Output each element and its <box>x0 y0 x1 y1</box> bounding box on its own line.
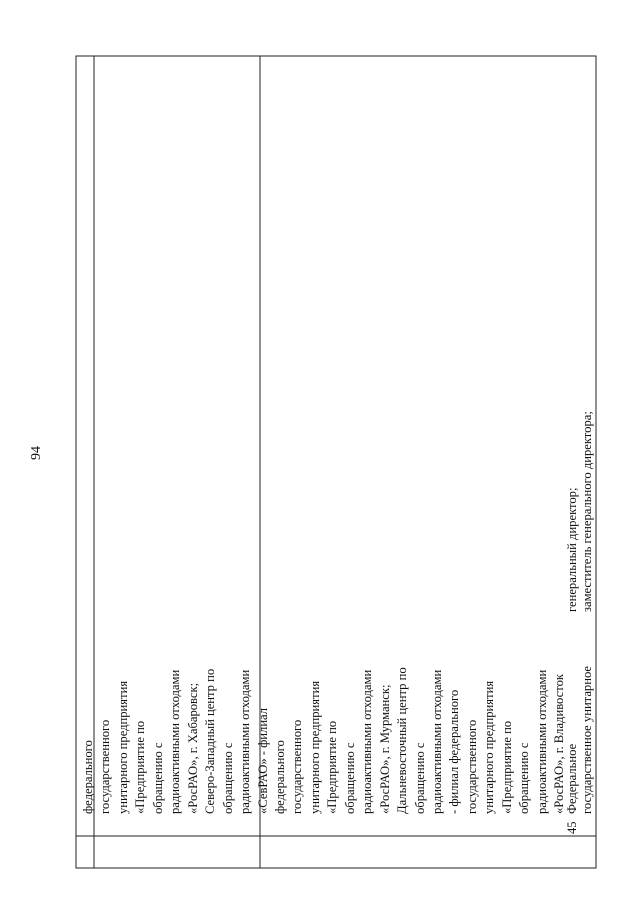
org-line: государственного <box>464 719 479 814</box>
org-line: Северо-Западный центр по <box>203 668 218 814</box>
org-line: Федеральное <box>565 743 579 814</box>
org-line: - филиал федерального <box>447 689 462 814</box>
table-border-top <box>76 56 77 869</box>
table-border-bottom <box>596 56 597 869</box>
org-line: государственного <box>98 719 113 814</box>
org-line: унитарного предприятия <box>307 680 322 814</box>
table-row-divider <box>76 836 597 837</box>
org-line: унитарного предприятия <box>482 680 497 814</box>
org-line: радиоактивными отходами <box>360 669 375 814</box>
org-line: «Предприятие по <box>499 720 514 814</box>
table-border-right <box>76 56 597 57</box>
org-line: федерального <box>272 740 287 814</box>
org-line: радиоактивными отходами <box>238 669 253 814</box>
org-line: «РосРАО», г. Мурманск; <box>377 684 392 814</box>
org-line: «СевРАО» - филиал <box>255 707 270 814</box>
org-line: «Предприятие по <box>325 720 340 814</box>
org-line: «РосРАО», г. Хабаровск; <box>185 682 200 814</box>
row-number: 45 <box>565 821 579 834</box>
org-line: обращению с <box>517 742 532 814</box>
org-line: обращению с <box>150 742 165 814</box>
org-line: радиоактивными отходами <box>430 669 444 814</box>
org-line: государственного <box>290 719 305 814</box>
org-line: унитарного предприятия <box>115 680 130 814</box>
page-number: 94 <box>29 446 44 460</box>
position-line: генеральный директор; <box>565 487 579 612</box>
org-line: обращению с <box>412 742 427 814</box>
table-border-left <box>76 868 597 869</box>
org-line: обращению с <box>220 742 235 814</box>
org-line: государственное унитарное <box>580 665 594 814</box>
org-line: радиоактивными отходами <box>534 669 549 814</box>
org-line: Дальневосточный центр по <box>395 667 410 814</box>
position-line: заместитель генерального директора; <box>580 411 594 612</box>
org-line: федерального <box>81 740 95 814</box>
org-line: радиоактивными отходами <box>168 669 183 814</box>
org-line: «РосРАО», г. Владивосток <box>552 673 567 814</box>
org-line: «Предприятие по <box>133 720 148 814</box>
org-line: обращению с <box>342 742 357 814</box>
